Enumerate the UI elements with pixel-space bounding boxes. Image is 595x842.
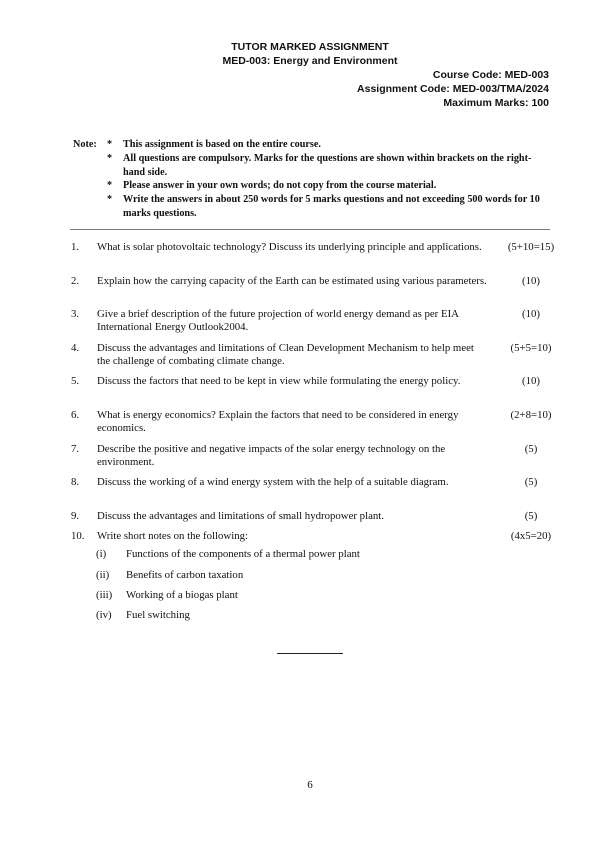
question-number: 2. (71, 275, 80, 287)
section-divider (70, 229, 550, 230)
question-marks: (10) (522, 375, 540, 387)
question-marks: (10) (522, 275, 540, 287)
question-marks: (5) (524, 476, 538, 488)
question-number: 8. (71, 476, 80, 488)
note-label: Note: (73, 139, 97, 150)
question-text: Describe the positive and negative impacts of the solar energy technology on the environment. (97, 443, 446, 468)
subpart-number: (iv) (96, 609, 112, 621)
question-number: 1. (71, 241, 80, 253)
subpart-number: (iii) (96, 589, 113, 601)
page-number: 6 (307, 779, 313, 791)
question-marks: (2+8=10) (510, 409, 552, 421)
question-marks: (5) (524, 443, 538, 455)
question-number: 3. (71, 308, 80, 320)
question-text: Give a brief description of the future projection of world energy demand as per EIA International Energy Outlook2004. (97, 308, 459, 333)
question-text: What is solar photovoltaic technology? Discuss its underlying principle and applications. (97, 241, 482, 253)
note-item-text: Please answer in your own words; do not copy from the course material. (123, 180, 437, 191)
subpart-text: Working of a biogas plant (126, 589, 238, 601)
subpart-text: Functions of the components of a thermal power plant (126, 548, 360, 560)
question-marks: (10) (522, 308, 540, 320)
question-text: What is energy economics? Explain the factors that need to be considered in energy economics. (97, 409, 459, 434)
note-item-text: This assignment is based on the entire course. (123, 139, 321, 150)
maximum-marks: Maximum Marks: 100 (443, 97, 549, 109)
course-code: Course Code: MED-003 (432, 69, 549, 81)
question-text: Discuss the working of a wind energy system with the help of a suitable diagram. (97, 476, 449, 488)
bullet-star: * (107, 153, 113, 164)
bullet-star: * (107, 194, 113, 205)
question-text: Discuss the advantages and limitations of Clean Development Mechanism to help meet the challenge of combating climate change. (97, 342, 474, 367)
bullet-star: * (107, 139, 113, 150)
assignment-code: Assignment Code: MED-003/TMA/2024 (357, 83, 549, 95)
question-text: Explain how the carrying capacity of the Earth can be estimated using various parameters. (97, 275, 487, 287)
question-number: 4. (71, 342, 80, 354)
question-number: 10. (71, 530, 85, 542)
question-marks: (5+5=10) (510, 342, 552, 354)
question-text: Discuss the advantages and limitations of small hydropower plant. (97, 510, 384, 522)
end-rule (277, 653, 343, 654)
note-item-text: All questions are compulsory. Marks for the questions are shown within brackets on the right-hand side. (123, 153, 532, 178)
question-text: Write short notes on the following: (97, 530, 248, 542)
question-marks: (5+10=15) (507, 241, 555, 253)
question-number: 7. (71, 443, 80, 455)
assignment-title: TUTOR MARKED ASSIGNMENT (231, 41, 389, 53)
bullet-star: * (107, 180, 113, 191)
subpart-number: (i) (96, 548, 107, 560)
question-text: Discuss the factors that need to be kept in view while formulating the energy policy. (97, 375, 461, 387)
subpart-number: (ii) (96, 569, 110, 581)
subpart-text: Benefits of carbon taxation (126, 569, 244, 581)
question-number: 5. (71, 375, 80, 387)
note-item-text: Write the answers in about 250 words for 5 marks questions and not exceeding 500 words for 10 marks questions. (123, 194, 540, 219)
question-number: 9. (71, 510, 80, 522)
question-number: 6. (71, 409, 80, 421)
question-marks: (5) (524, 510, 538, 522)
subpart-text: Fuel switching (126, 609, 190, 621)
question-marks: (4x5=20) (510, 530, 552, 542)
course-title: MED-003: Energy and Environment (222, 55, 398, 67)
